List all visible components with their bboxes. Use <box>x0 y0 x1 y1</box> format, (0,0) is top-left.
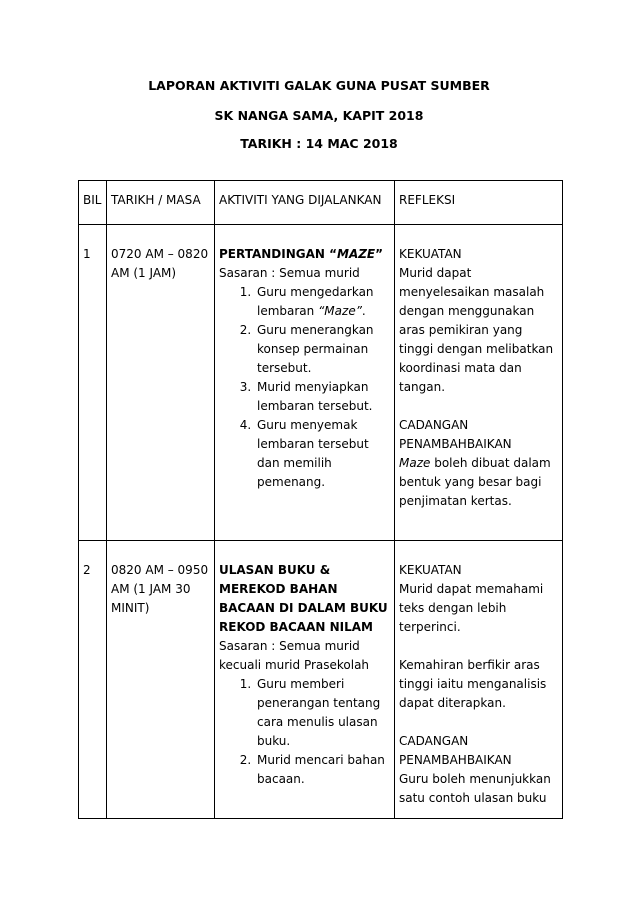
report-date: TARIKH : 14 MAC 2018 <box>240 136 398 151</box>
row-number: 1 <box>79 225 107 541</box>
activity-cell <box>215 541 395 819</box>
reflection-cell <box>395 225 563 541</box>
column-header-tarikh: TARIKH / MASA <box>107 181 215 225</box>
activity-title: ULASAN BUKU & MEREKOD BAHAN BACAAN DI DALAM BUKU REKOD BACAAN NILAM <box>219 563 388 634</box>
activity-title: PERTANDINGAN “MAZE” <box>219 247 384 261</box>
list-item: 2. Murid mencari bahan bacaan. <box>255 751 390 789</box>
row-time: 0820 AM – 0950 AM (1 JAM 30 MINIT) <box>107 541 215 819</box>
activity-target: Sasaran : Semua murid <box>219 266 360 280</box>
list-item: 1. Guru memberi penerangan tentang cara menulis ulasan buku. <box>255 675 390 751</box>
activity-steps <box>219 675 390 789</box>
kekuatan-label: KEKUATAN <box>399 247 462 261</box>
activity-cell <box>215 225 395 541</box>
school-name: SK NANGA SAMA, KAPIT 2018 <box>214 108 424 123</box>
list-item: 1. Guru mengedarkan lembaran “Maze”. <box>255 283 390 321</box>
list-item: 4. Guru menyemak lembaran tersebut dan memilih pemenang. <box>255 416 390 492</box>
reflection-cell <box>395 541 563 819</box>
kekuatan-text-2: Kemahiran berfikir aras tinggi iaitu menganalisis dapat diterapkan. <box>399 658 547 710</box>
cadangan-text: Guru boleh menunjukkan satu contoh ulasan buku <box>399 772 551 805</box>
cadangan-label: CADANGAN PENAMBAHBAIKAN <box>399 418 512 451</box>
column-header-aktiviti: AKTIVITI YANG DIJALANKAN <box>215 181 395 225</box>
cadangan-label: CADANGAN PENAMBAHBAIKAN <box>399 734 512 767</box>
row-number: 2 <box>79 541 107 819</box>
column-header-refleksi: REFLEKSI <box>395 181 563 225</box>
kekuatan-text: Murid dapat memahami teks dengan lebih terperinci. <box>399 582 544 634</box>
activity-table <box>78 180 563 819</box>
kekuatan-label: KEKUATAN <box>399 563 462 577</box>
table-row <box>79 225 563 541</box>
kekuatan-text: Murid dapat menyelesaikan masalah dengan menggunakan aras pemikiran yang tinggi dengan melibatkan koordinasi mata dan tangan. <box>399 266 554 394</box>
table-header-row <box>79 181 563 225</box>
column-header-bil: BIL <box>79 181 107 225</box>
table-row <box>79 541 563 819</box>
cadangan-text: Maze boleh dibuat dalam bentuk yang besar bagi penjimatan kertas. <box>399 456 551 508</box>
list-item: 3. Murid menyiapkan lembaran tersebut. <box>255 378 390 416</box>
report-title: LAPORAN AKTIVITI GALAK GUNA PUSAT SUMBER <box>148 78 490 93</box>
list-item: 2. Guru menerangkan konsep permainan tersebut. <box>255 321 390 378</box>
activity-steps <box>219 283 390 492</box>
row-time: 0720 AM – 0820 AM (1 JAM) <box>107 225 215 541</box>
activity-target: Sasaran : Semua murid kecuali murid Prasekolah <box>219 639 370 672</box>
